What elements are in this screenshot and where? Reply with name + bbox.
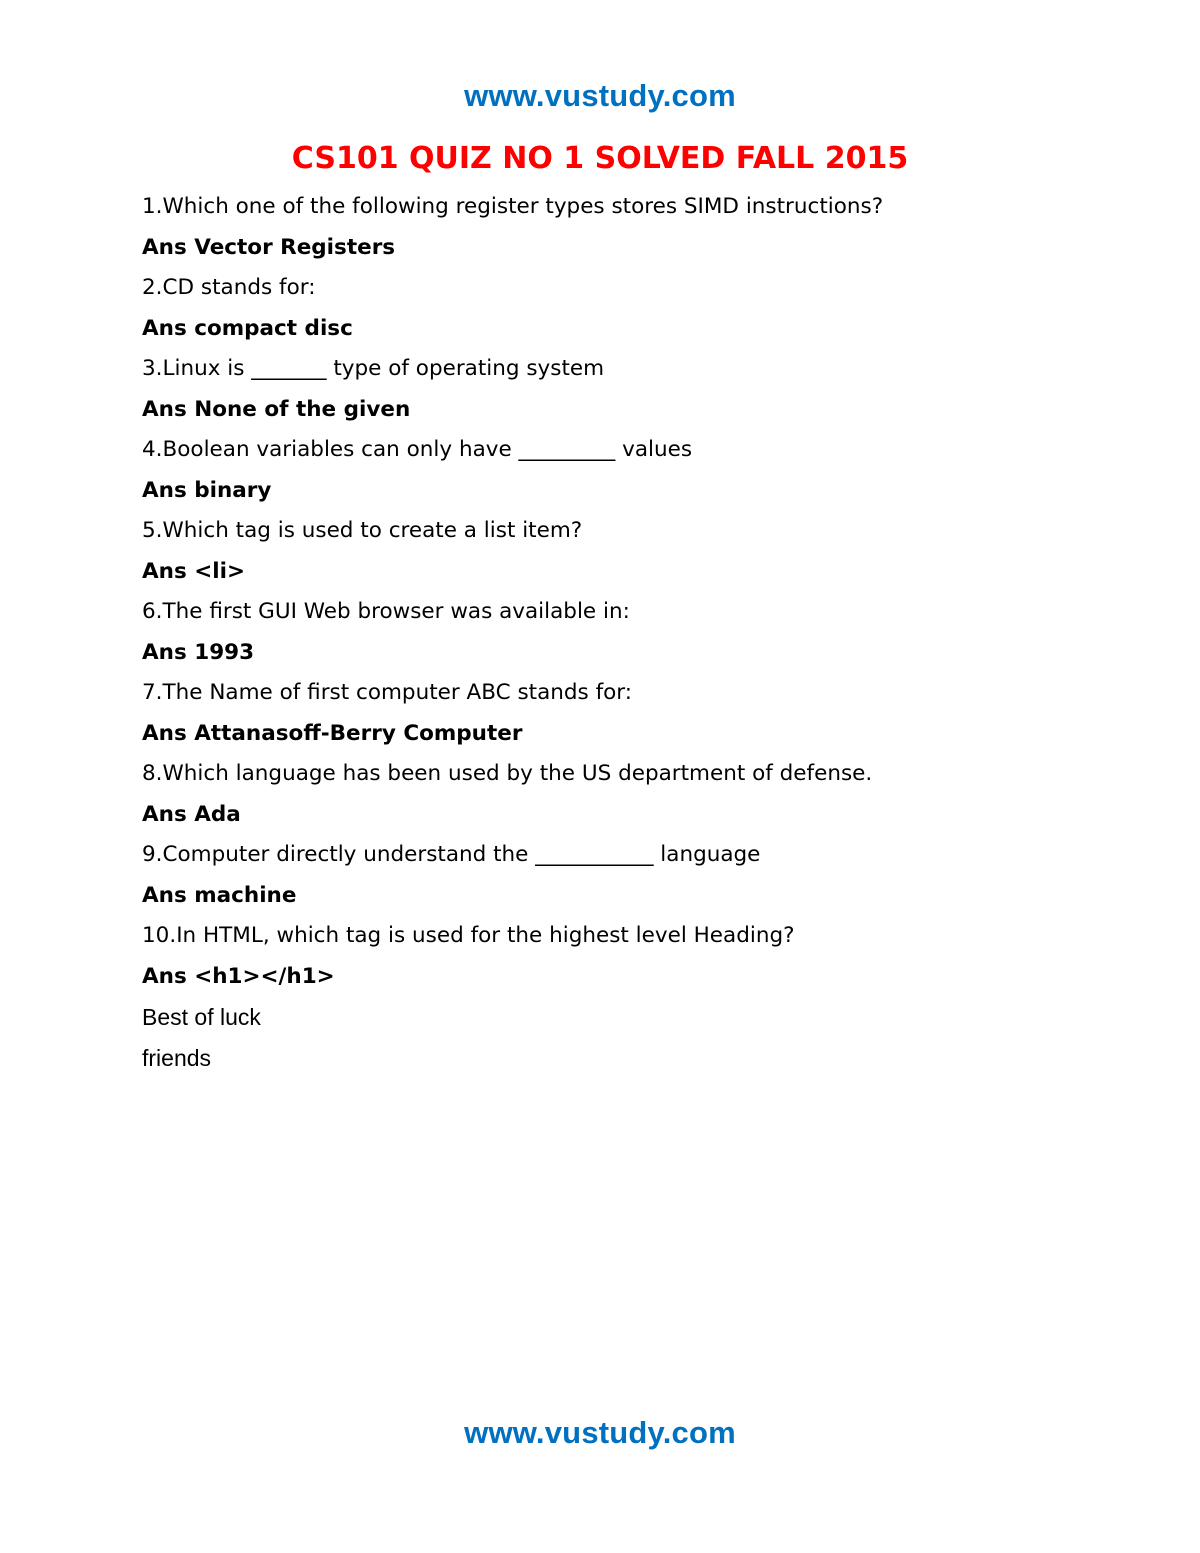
- answer-2: Ans compact disc: [142, 315, 353, 341]
- closing-line-1: Best of luck: [142, 1004, 261, 1030]
- answer-8: Ans Ada: [142, 801, 241, 827]
- answer-4: Ans binary: [142, 477, 272, 503]
- header-site-link[interactable]: www.vustudy.com: [464, 78, 736, 113]
- answer-5: Ans <li>: [142, 558, 245, 584]
- question-6: 6.The first GUI Web browser was available in:: [142, 599, 630, 624]
- answer-9: Ans machine: [142, 882, 297, 908]
- footer-site-link[interactable]: www.vustudy.com: [464, 1415, 736, 1450]
- question-1: 1.Which one of the following register types stores SIMD instructions?: [142, 194, 884, 219]
- answer-1: Ans Vector Registers: [142, 234, 396, 260]
- answer-10: Ans <h1></h1>: [142, 963, 335, 989]
- answer-6: Ans 1993: [142, 639, 255, 665]
- question-7: 7.The Name of first computer ABC stands for:: [142, 680, 632, 705]
- question-3: 3.Linux is _______ type of operating system: [142, 356, 605, 381]
- question-10: 10.In HTML, which tag is used for the highest level Heading?: [142, 923, 795, 948]
- quiz-body: [142, 189, 1142, 1080]
- question-5: 5.Which tag is used to create a list item?: [142, 518, 583, 543]
- closing-line-2: friends: [142, 1044, 212, 1071]
- question-4: 4.Boolean variables can only have _________ values: [142, 437, 693, 462]
- page-title: CS101 QUIZ NO 1 SOLVED FALL 2015: [291, 141, 909, 176]
- question-9: 9.Computer directly understand the ___________ language: [142, 842, 761, 867]
- question-8: 8.Which language has been used by the US department of defense.: [142, 761, 873, 786]
- question-2: 2.CD stands for:: [142, 275, 316, 300]
- answer-3: Ans None of the given: [142, 396, 411, 422]
- answer-7: Ans Attanasoff-Berry Computer: [142, 720, 523, 746]
